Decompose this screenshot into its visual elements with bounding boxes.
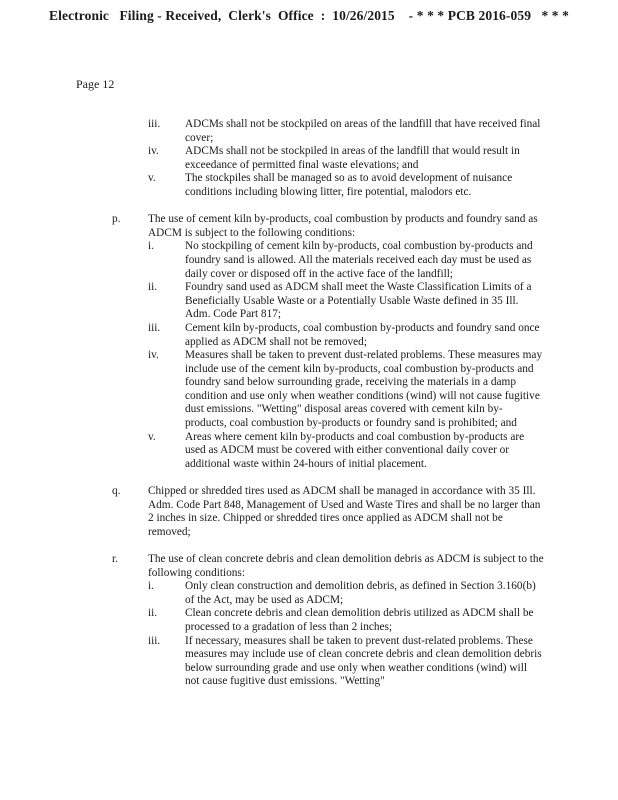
- item-number: ii.: [148, 607, 158, 620]
- list-item: [148, 322, 544, 349]
- continued-list: [0, 118, 618, 200]
- item-text: Cement kiln by-products, coal combustion by-products and foundry sand once applied as ADCM shall not be removed;: [185, 321, 540, 348]
- filing-header-right: - * * * PCB 2016-059 * * *: [408, 8, 569, 23]
- list-item: [148, 240, 544, 281]
- item-text: Measures shall be taken to prevent dust-related problems. These measures may include use of the cement kiln by-products, coal combustion by-products and foundry sand below surrounding grade, receiving the materials in a damp condition and use only when weather conditions (wind) will not cause fugitive dust emissions. "Wetting" disposal areas covered with cement kiln by-products, coal combustion by-products or foundry sand is prohibited; and: [185, 349, 543, 430]
- item-text: No stockpiling of cement kiln by-products, coal combustion by-products and foundry sand is allowed. All the materials received each day must be used as daily cover or disposed off in the active face of the landfill;: [185, 240, 533, 280]
- item-number: v.: [148, 430, 156, 443]
- section-heading: [112, 485, 544, 539]
- filing-header: [0, 8, 618, 24]
- list-item: [148, 607, 544, 634]
- section-text: Chipped or shredded tires used as ADCM shall be managed in accordance with 35 Ill. Adm. Code Part 848, Management of Used and Waste Tires and shall be no larger than 2 inches in size. Chipped or shredded tires once applied as ADCM shall not be removed;: [148, 485, 541, 538]
- section-letter: q.: [112, 485, 121, 498]
- document-body: [0, 118, 618, 689]
- section-heading: [112, 213, 544, 240]
- item-number: iii.: [148, 634, 161, 647]
- section-letter: p.: [112, 213, 121, 226]
- list-item: [148, 118, 544, 145]
- section-p: [0, 213, 618, 471]
- list-item: [148, 172, 544, 199]
- item-number: i.: [148, 580, 154, 593]
- item-text: ADCMs shall not be stockpiled on areas of the landfill that have received final cover;: [185, 118, 541, 144]
- item-number: ii.: [148, 281, 158, 294]
- item-text: Areas where cement kiln by-products and coal combustion by-products are used as ADCM must be covered with either conventional daily cover or additional waste within 24-hours of initial placement.: [185, 430, 525, 470]
- item-text: Foundry sand used as ADCM shall meet the Waste Classification Limits of a Beneficially Usable Waste or a Potentially Usable Waste defined in 35 Ill. Adm. Code Part 817;: [185, 281, 532, 321]
- filing-header-left: Electronic Filing - Received, Clerk's Office : 10/26/2015: [49, 8, 395, 23]
- item-text: If necessary, measures shall be taken to prevent dust-related problems. These measures may include use of clean concrete debris and clean demolition debris below surrounding grade and use only when weather conditions (wind) will not cause fugitive dust emissions. "Wetting": [185, 634, 542, 688]
- list-item: [148, 635, 544, 689]
- page-number: Page 12: [76, 77, 115, 91]
- item-number: v.: [148, 172, 156, 185]
- section-intro: The use of clean concrete debris and clean demolition debris as ADCM is subject to the following conditions:: [148, 553, 544, 579]
- section-intro: The use of cement kiln by-products, coal combustion by products and foundry sand as ADCM is subject to the following conditions:: [148, 213, 538, 239]
- item-number: iv.: [148, 145, 159, 158]
- list-item: [148, 349, 544, 431]
- section-heading: [112, 553, 544, 580]
- list-item: [148, 580, 544, 607]
- section-letter: r.: [112, 553, 118, 565]
- item-text: The stockpiles shall be managed so as to avoid development of nuisance conditions including blowing litter, fire potential, malodors etc.: [185, 172, 513, 198]
- list-item: [148, 281, 544, 322]
- list-item: [148, 145, 544, 172]
- item-text: ADCMs shall not be stockpiled in areas of the landfill that would result in exceedance of permitted final waste elevations; and: [185, 145, 520, 171]
- item-text: Only clean construction and demolition debris, as defined in Section 3.160(b) of the Act, may be used as ADCM;: [185, 580, 536, 606]
- item-number: iii.: [148, 321, 161, 334]
- section-r: [0, 553, 618, 689]
- list-item: [148, 431, 544, 472]
- item-number: i.: [148, 240, 154, 253]
- item-text: Clean concrete debris and clean demolition debris utilized as ADCM shall be processed to a gradation of less than 2 inches;: [185, 607, 534, 633]
- section-q: [0, 485, 618, 539]
- item-number: iii.: [148, 118, 161, 130]
- item-number: iv.: [148, 349, 159, 362]
